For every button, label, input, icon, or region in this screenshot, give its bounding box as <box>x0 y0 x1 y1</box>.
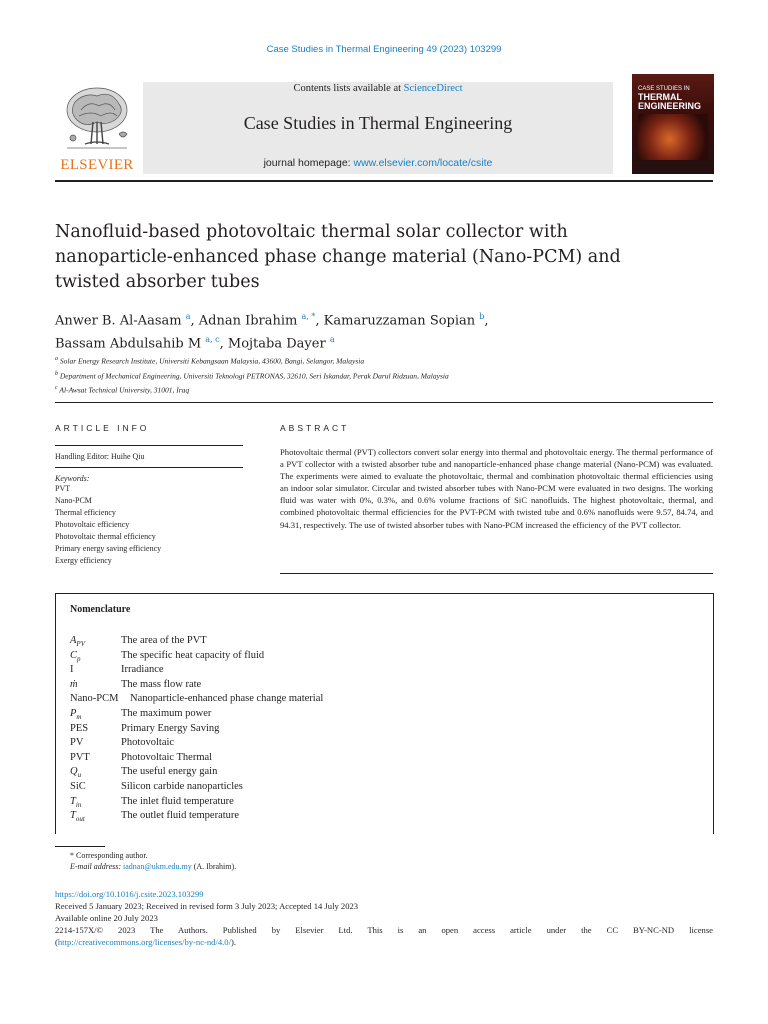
author-line <box>55 307 675 330</box>
symbol-base: ṁ <box>70 678 78 690</box>
symbol-base: PES <box>70 722 89 734</box>
affiliation-item <box>55 382 675 397</box>
keyword-item[interactable]: Nano-PCM <box>55 496 92 505</box>
author-affil-mark[interactable]: a <box>185 312 191 321</box>
sciencedirect-link[interactable]: ScienceDirect <box>403 83 463 94</box>
affiliation-mark: a <box>55 356 58 362</box>
symbol-base: Nano-PCM <box>70 693 119 705</box>
symbol-base: SiC <box>70 781 86 792</box>
nomenclature-row <box>70 693 690 707</box>
author-affil-mark[interactable]: a, * <box>301 312 316 321</box>
contents-prefix: Contents lists available at <box>293 83 404 94</box>
abstract-heading: ABSTRACT <box>280 423 350 433</box>
symbol-subscript: u <box>77 771 82 780</box>
nomenclature-symbol <box>70 635 85 648</box>
cover-title-line2: THERMAL <box>638 92 682 102</box>
nomenclature-row <box>70 752 690 766</box>
symbol-base: T <box>70 795 76 807</box>
author-list <box>55 307 675 354</box>
symbol-base: C <box>70 649 78 661</box>
nomenclature-definition: The useful energy gain <box>121 766 218 778</box>
elsevier-logo[interactable] <box>55 82 139 174</box>
affiliation-list <box>55 353 675 397</box>
email-note <box>70 862 236 871</box>
nomenclature-definition: Primary Energy Saving <box>121 722 220 734</box>
nomenclature-row <box>70 737 690 751</box>
license-link[interactable]: http://creativecommons.org/licenses/by-nc-nd/4.0/ <box>57 937 231 947</box>
keyword-item[interactable]: PVT <box>55 484 71 493</box>
nomenclature-definition: The specific heat capacity of fluid <box>121 649 265 661</box>
nomenclature-definition: The mass flow rate <box>121 678 202 690</box>
cover-artwork <box>638 114 708 160</box>
masthead-rule <box>55 180 713 182</box>
license-close-paren: ). <box>230 937 236 947</box>
nomenclature-symbol <box>70 737 83 748</box>
nomenclature-row <box>70 708 690 722</box>
nomenclature-symbol <box>70 664 74 675</box>
nomenclature-row <box>70 635 690 649</box>
author-name[interactable]: Adnan Ibrahim <box>198 313 298 329</box>
author-affil-mark[interactable]: a <box>329 335 335 345</box>
author-separator: , <box>315 313 324 329</box>
author-separator: , <box>484 313 489 329</box>
nomenclature-definition: The outlet fluid temperature <box>121 810 240 822</box>
nomenclature-symbol <box>70 810 85 823</box>
keyword-list <box>55 483 243 567</box>
nomenclature-box <box>55 593 714 834</box>
journal-homepage-link[interactable]: www.elsevier.com/locate/csite <box>353 157 493 169</box>
corresponding-author-note: * Corresponding author. <box>70 851 148 860</box>
journal-title: Case Studies in Thermal Engineering <box>243 113 513 133</box>
symbol-subscript: out <box>75 815 85 824</box>
author-name[interactable]: Bassam Abdulsahib M <box>55 336 202 352</box>
nomenclature-definition: Irradiance <box>121 664 164 676</box>
license-open-paren: ( <box>55 937 58 947</box>
cover-title-line1: CASE STUDIES IN <box>638 86 690 92</box>
nomenclature-row <box>70 664 690 678</box>
elsevier-tree-icon <box>55 82 139 156</box>
keyword-item[interactable]: Primary energy saving efficiency <box>55 544 162 553</box>
affiliation-text: Al-Awsat Technical University, 31001, Iraq <box>59 385 190 395</box>
nomenclature-row <box>70 781 690 795</box>
journal-homepage <box>143 157 613 169</box>
homepage-prefix: journal homepage: <box>263 157 354 169</box>
nomenclature-definition: The area of the PVT <box>121 635 207 646</box>
info-rule <box>55 467 243 468</box>
nomenclature-definition: The inlet fluid temperature <box>121 795 234 807</box>
nomenclature-symbol <box>70 708 81 721</box>
article-title-line: twisted absorber tubes <box>55 272 260 292</box>
affiliation-text: Solar Energy Research Institute, Universiti Kebangsaan Malaysia, 43600, Bangi, Selangor, Malaysia <box>59 356 365 366</box>
affiliation-item <box>55 368 675 383</box>
email-link[interactable]: iadnan@ukm.edu.my <box>123 862 192 871</box>
nomenclature-symbol <box>70 766 81 779</box>
author-name[interactable]: Kamaruzzaman Sopian <box>323 313 476 329</box>
nomenclature-heading: Nomenclature <box>70 604 131 615</box>
keywords-label: Keywords: <box>55 474 90 483</box>
license-statement: 2214-157X/© 2023 The Authors. Published by Elsevier Ltd. This is an open access article under the CC BY-NC-ND license <box>55 925 713 935</box>
license-url-line <box>55 936 713 948</box>
journal-masthead <box>55 82 713 174</box>
author-name[interactable]: Anwer B. Al-Aasam <box>55 313 182 329</box>
symbol-subscript: m <box>76 713 82 722</box>
contents-line <box>143 83 613 94</box>
nomenclature-symbol <box>70 650 81 663</box>
footnote-rule <box>55 846 105 847</box>
nomenclature-symbol <box>70 781 86 792</box>
nomenclature-definition: Photovoltaic <box>121 737 175 749</box>
symbol-subscript: PV <box>76 640 85 649</box>
journal-citation[interactable]: Case Studies in Thermal Engineering 49 (2023) 103299 <box>266 44 502 55</box>
author-separator: , <box>190 313 199 329</box>
nomenclature-symbol <box>70 693 118 704</box>
section-rule <box>55 402 713 403</box>
article-info-panel <box>55 445 243 567</box>
keyword-item[interactable]: Photovoltaic thermal efficiency <box>55 532 156 541</box>
affiliation-mark: b <box>55 370 58 377</box>
journal-cover-thumbnail[interactable] <box>632 74 714 174</box>
cover-title-line3: ENGINEERING <box>638 101 702 111</box>
article-title-line: Nanofluid-based photovoltaic thermal solar collector with <box>55 222 568 242</box>
symbol-base: I <box>70 664 74 676</box>
nomenclature-row <box>70 766 690 780</box>
cover-title <box>638 86 710 111</box>
nomenclature-definition: Silicon carbide nanoparticles <box>121 781 243 792</box>
nomenclature-row <box>70 796 690 810</box>
abstract-rule <box>280 573 713 574</box>
nomenclature-definition: The maximum power <box>121 708 212 719</box>
symbol-base: A <box>70 635 77 646</box>
nomenclature-definition: Photovoltaic Thermal <box>121 751 213 763</box>
nomenclature-row <box>70 679 690 693</box>
nomenclature-definition: Nanoparticle-enhanced phase change material <box>130 693 324 705</box>
nomenclature-symbol <box>70 796 81 809</box>
affiliation-mark: c <box>55 385 58 391</box>
nomenclature-row <box>70 650 690 664</box>
nomenclature-row <box>70 723 690 737</box>
publication-info <box>55 888 713 948</box>
symbol-base: PV <box>70 737 84 749</box>
keyword-item[interactable]: Exergy efficiency <box>55 556 112 565</box>
affiliation-text: Department of Mechanical Engineering, Universiti Teknologi PETRONAS, 32610, Seri Iskandar, Perak Darul Ridzuan, Malaysia <box>59 371 449 380</box>
affiliation-item <box>55 353 675 368</box>
available-online: Available online 20 July 2023 <box>55 913 158 923</box>
nomenclature-row <box>70 810 690 824</box>
article-title-line: nanoparticle-enhanced phase change material (Nano-PCM) and <box>55 247 621 267</box>
symbol-base: PVT <box>70 751 90 763</box>
abstract-text: Photovoltaic thermal (PVT) collectors convert solar energy into thermal and photovoltaic energy. The thermal performance of a PVT collector with a twisted absorber tube and nanoparticle-enhanced phase change material (Nano-PCM) was evaluated. The experiments were aimed to evaluate the photovoltaic, thermal and combination photovoltaic thermal efficiencies using an indoor solar simulator. Circular and twisted absorber tubes with Nano-PCM were evaluated in two designs. The working fluid was water with 0%, 0.3%, and 0.6% volume fractions of SiC nanofluids. The highest photovoltaic, thermal, and combined photovoltaic thermal efficiencies for the PVT-PCM with twisted tube and 0.6% nanofluids were 9.57, 84.74, and 94.31, respectively. The use of twisted absorber tubes with Nano-PCM increased the efficiency of the PVT collector. <box>280 447 713 530</box>
article-title <box>55 220 675 295</box>
author-affil-mark[interactable]: a, c <box>205 335 220 345</box>
symbol-subscript: p <box>77 654 81 663</box>
author-affil-mark[interactable]: b <box>479 312 485 321</box>
received-dates: Received 5 January 2023; Received in revised form 3 July 2023; Accepted 14 July 2023 <box>55 901 359 911</box>
article-info-heading: ARTICLE INFO <box>55 423 150 433</box>
symbol-base: Q <box>70 766 78 778</box>
nomenclature-symbol <box>70 752 90 763</box>
keyword-item[interactable]: Photovoltaic efficiency <box>55 520 130 529</box>
author-separator: , <box>219 336 228 352</box>
author-name[interactable]: Mojtaba Dayer <box>227 336 326 352</box>
symbol-base: P <box>70 708 77 719</box>
nomenclature-symbol <box>70 679 78 690</box>
symbol-subscript: in <box>75 800 82 809</box>
journal-banner <box>143 82 613 174</box>
keyword-item[interactable]: Thermal efficiency <box>55 508 116 517</box>
doi-link[interactable]: https://doi.org/10.1016/j.csite.2023.103299 <box>55 889 204 899</box>
handling-editor: Handling Editor: Huihe Qiu <box>55 452 145 461</box>
symbol-base: T <box>70 810 76 822</box>
publisher-wordmark: ELSEVIER <box>60 157 134 173</box>
author-line <box>55 330 675 353</box>
email-suffix: (A. Ibrahim). <box>191 862 237 871</box>
email-label: E-mail address: <box>70 862 122 871</box>
nomenclature-symbol <box>70 723 88 734</box>
